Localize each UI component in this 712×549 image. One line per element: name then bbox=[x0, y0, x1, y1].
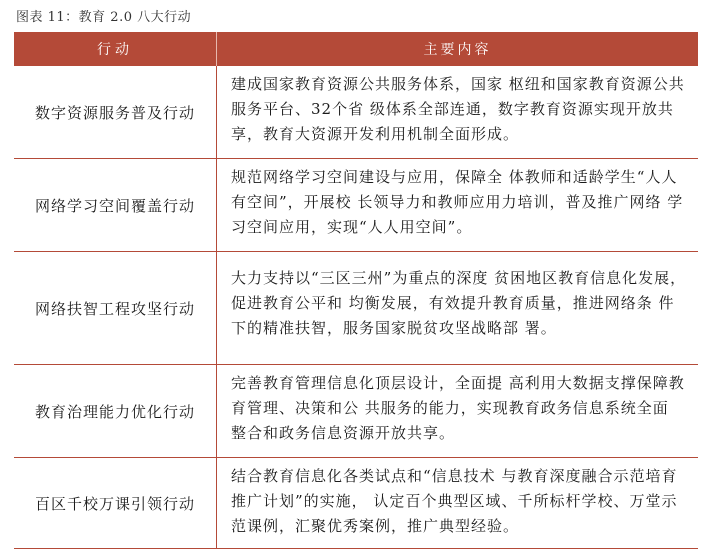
header-content: 主要内容 bbox=[423, 42, 492, 58]
table-row bbox=[14, 365, 698, 458]
content-cell: 结合教育信息化各类试点和“信息技术 与教育深度融合示范培育推广计划”的实施， 认定百个典型区域、千所标杆学校、万堂示 范课例，汇聚优秀案例，推广典型经验。 bbox=[231, 467, 678, 535]
content-cell: 建成国家教育资源公共服务体系，国家 枢纽和国家教育资源公共服务平台、32个省 级体系全部连通，数字教育资源实现开放共 享，教育大资源开发利用机制全面形成。 bbox=[231, 75, 685, 143]
header-action: 行动 bbox=[14, 32, 217, 66]
action-cell: 网络扶智工程攻坚行动 bbox=[14, 252, 217, 364]
table-caption: 图表 11：教育 2.0 八大行动 bbox=[16, 10, 192, 25]
content-cell: 完善教育管理信息化顶层设计，全面提 高利用大数据支撑保障教育管理、决策和公 共服务的能力，实现教育政务信息系统全面 整合和政务信息资源开放共享。 bbox=[231, 374, 685, 442]
table-row bbox=[14, 458, 698, 549]
table-row bbox=[14, 66, 698, 159]
table-header bbox=[14, 32, 698, 66]
action-cell: 网络学习空间覆盖行动 bbox=[14, 159, 217, 251]
content-cell: 大力支持以“三区三州”为重点的深度 贫困地区教育信息化发展，促进教育公平和 均衡发展，有效提升教育质量，推进网络条 件下的精准扶智，服务国家脱贫攻坚战略部 署。 bbox=[231, 269, 687, 337]
table-row bbox=[14, 252, 698, 365]
action-cell: 教育治理能力优化行动 bbox=[14, 365, 217, 457]
content-cell: 规范网络学习空间建设与应用，保障全 体教师和适龄学生“人人有空间”，开展校 长领导力和教师应用力培训，普及推广网络 学习空间应用，实现“人人用空间”。 bbox=[231, 168, 684, 236]
action-cell: 数字资源服务普及行动 bbox=[14, 66, 217, 158]
action-cell: 百区千校万课引领行动 bbox=[14, 458, 217, 548]
table-row bbox=[14, 159, 698, 252]
actions-table bbox=[14, 32, 698, 549]
